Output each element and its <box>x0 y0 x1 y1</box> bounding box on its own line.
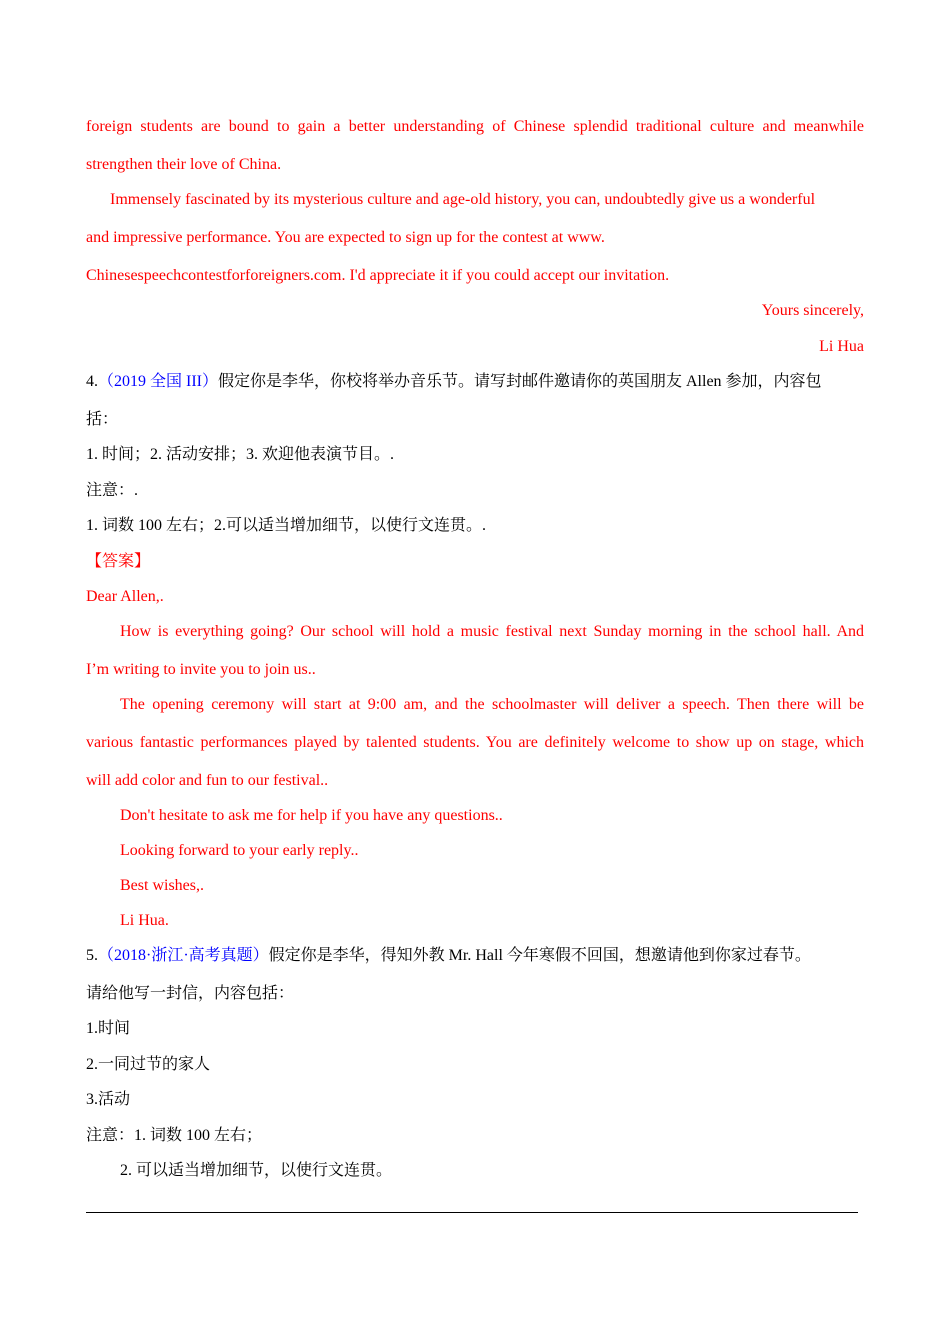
answer3-paragraph2-line2: and impressive performance. You are expected to sign up for the contest at www. <box>86 229 605 246</box>
q4-prompt-line1 <box>86 372 822 392</box>
q5-note1: 注意：1. 词数 100 左右； <box>86 1127 263 1144</box>
q4-prompt-text: 假定你是李华，你校将举办音乐节。请写封邮件邀请你的英国朋友 Allen 参加，内容包 <box>218 373 822 390</box>
q5-prompt-text: 假定你是李华，得知外教 Mr. Hall 今年寒假不回国，想邀请他到你家过春节。 <box>268 947 811 964</box>
q4-prompt-line2: 括： <box>86 411 119 428</box>
q5-source: （2018·浙江·高考真题） <box>98 947 269 964</box>
q4-answer-paragraph1-line1: How is everything going? Our school will hold a music festival next Sunday morning in the school hall. And <box>120 623 864 640</box>
q5-number: 5. <box>86 947 98 964</box>
q4-greeting: Dear Allen,. <box>86 588 164 605</box>
q5-prompt-line2: 请给他写一封信，内容包括： <box>86 985 295 1002</box>
q4-answer-paragraph1-line2: I’m writing to invite you to join us.. <box>86 661 316 678</box>
q4-answer-paragraph2-line2: various fantastic performances played by talented students. You are definitely welcome to show up on stage, which <box>86 734 864 751</box>
q5-item3: 3.活动 <box>86 1091 131 1108</box>
q5-item1: 1.时间 <box>86 1020 131 1037</box>
answer-writing-line <box>86 1212 858 1213</box>
q4-answer-label: 【答案】 <box>86 553 151 570</box>
q4-number: 4. <box>86 373 98 390</box>
q4-answer-signature: Li Hua. <box>120 912 169 929</box>
q5-item2: 2.一同过节的家人 <box>86 1056 211 1073</box>
q5-note2: 2. 可以适当增加细节，以使行文连贯。 <box>120 1162 393 1179</box>
q4-answer-paragraph4: Looking forward to your early reply.. <box>120 842 359 859</box>
q4-notes: 1. 词数 100 左右；2.可以适当增加细节，以使行文连贯。. <box>86 517 487 534</box>
q4-points: 1. 时间；2. 活动安排；3. 欢迎他表演节目。. <box>86 446 395 463</box>
q5-prompt-line1 <box>86 946 811 966</box>
answer3-paragraph2-line3: Chinesespeechcontestforforeigners.com. I'd appreciate it if you could accept our invitation. <box>86 267 670 284</box>
q4-answer-paragraph3: Don't hesitate to ask me for help if you have any questions.. <box>120 807 503 824</box>
q4-source: （2019 全国 III） <box>98 373 218 390</box>
answer3-signature: Li Hua <box>819 338 864 355</box>
answer3-closing: Yours sincerely, <box>761 302 864 319</box>
answer3-paragraph1-line2: strengthen their love of China. <box>86 156 282 173</box>
answer3-paragraph1-line1: foreign students are bound to gain a better understanding of Chinese splendid traditional culture and meanwhile <box>86 118 864 135</box>
answer3-paragraph2-line1: Immensely fascinated by its mysterious culture and age-old history, you can, undoubtedly give us a wonderful <box>110 191 816 208</box>
q4-note-label: 注意：. <box>86 482 139 499</box>
q4-answer-paragraph2-line1: The opening ceremony will start at 9:00 am, and the schoolmaster will deliver a speech. Then there will be <box>120 696 864 713</box>
q4-answer-paragraph2-line3: will add color and fun to our festival.. <box>86 772 329 789</box>
q4-answer-closing: Best wishes,. <box>120 877 204 894</box>
